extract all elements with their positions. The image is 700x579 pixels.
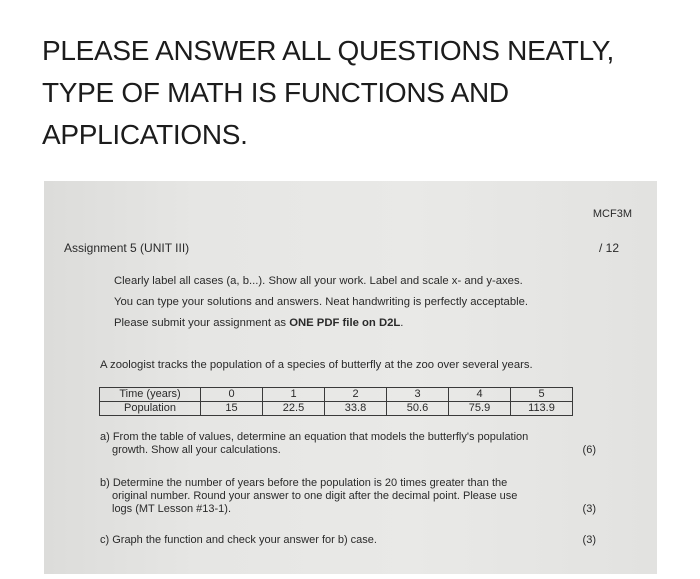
- score-total: / 12: [598, 241, 619, 255]
- assignment-photo: [44, 181, 657, 574]
- table-row-label: Population: [100, 402, 201, 416]
- instruction-line-3-bold: ONE PDF file on D2L: [289, 317, 401, 329]
- instruction-line-3-text: Please submit your assignment as: [114, 317, 290, 329]
- question-c: [100, 534, 596, 547]
- course-code: MCF3M: [592, 208, 632, 220]
- table-cell: 113.9: [511, 402, 573, 416]
- question-b-points: (3): [582, 503, 596, 515]
- table-cell: 3: [387, 388, 449, 402]
- question-c-points: (3): [582, 534, 596, 546]
- table-cell: 15: [201, 402, 263, 416]
- question-b-line-1: b) Determine the number of years before the population is 20 times greater than the: [100, 477, 508, 489]
- table-cell: 0: [201, 388, 263, 402]
- heading-line-2: TYPE OF MATH IS FUNCTIONS AND: [42, 77, 509, 108]
- problem-intro: A zoologist tracks the population of a species of butterfly at the zoo over several years.: [100, 359, 533, 371]
- table-row: [100, 388, 573, 402]
- question-b: [100, 477, 596, 516]
- instruction-line-2: You can type your solutions and answers. Neat handwriting is perfectly acceptable.: [114, 296, 529, 308]
- assignment-title: Assignment 5 (UNIT III): [64, 241, 190, 255]
- question-b-line-3: logs (MT Lesson #13-1).: [112, 503, 232, 515]
- table-cell: 75.9: [449, 402, 511, 416]
- question-b-line-2: original number. Round your answer to one digit after the decimal point. Please use: [112, 490, 518, 502]
- instruction-line-3: [114, 313, 528, 334]
- population-table: [99, 387, 573, 416]
- instruction-line-1: Clearly label all cases (a, b...). Show all your work. Label and scale x- and y-axes.: [114, 275, 523, 287]
- heading-line-1: PLEASE ANSWER ALL QUESTIONS NEATLY,: [42, 35, 615, 66]
- table-cell: 22.5: [263, 402, 325, 416]
- heading-line-3: APPLICATIONS.: [42, 119, 248, 150]
- instructions: [114, 271, 528, 334]
- question-c-line-1: c) Graph the function and check your answer for b) case.: [100, 534, 377, 546]
- table-cell: 1: [263, 388, 325, 402]
- table-row: [100, 402, 573, 416]
- question-a: [100, 431, 596, 457]
- table-cell: 4: [449, 388, 511, 402]
- table-cell: 5: [511, 388, 573, 402]
- question-heading: [42, 30, 662, 156]
- table-cell: 50.6: [387, 402, 449, 416]
- table-row-label: Time (years): [100, 388, 201, 402]
- instruction-line-3-end: .: [400, 317, 404, 329]
- table-cell: 33.8: [325, 402, 387, 416]
- table-cell: 2: [325, 388, 387, 402]
- question-a-points: (6): [582, 444, 596, 456]
- question-a-line-1: a) From the table of values, determine an equation that models the butterfly's population: [100, 431, 529, 443]
- question-a-line-2: growth. Show all your calculations.: [112, 444, 281, 456]
